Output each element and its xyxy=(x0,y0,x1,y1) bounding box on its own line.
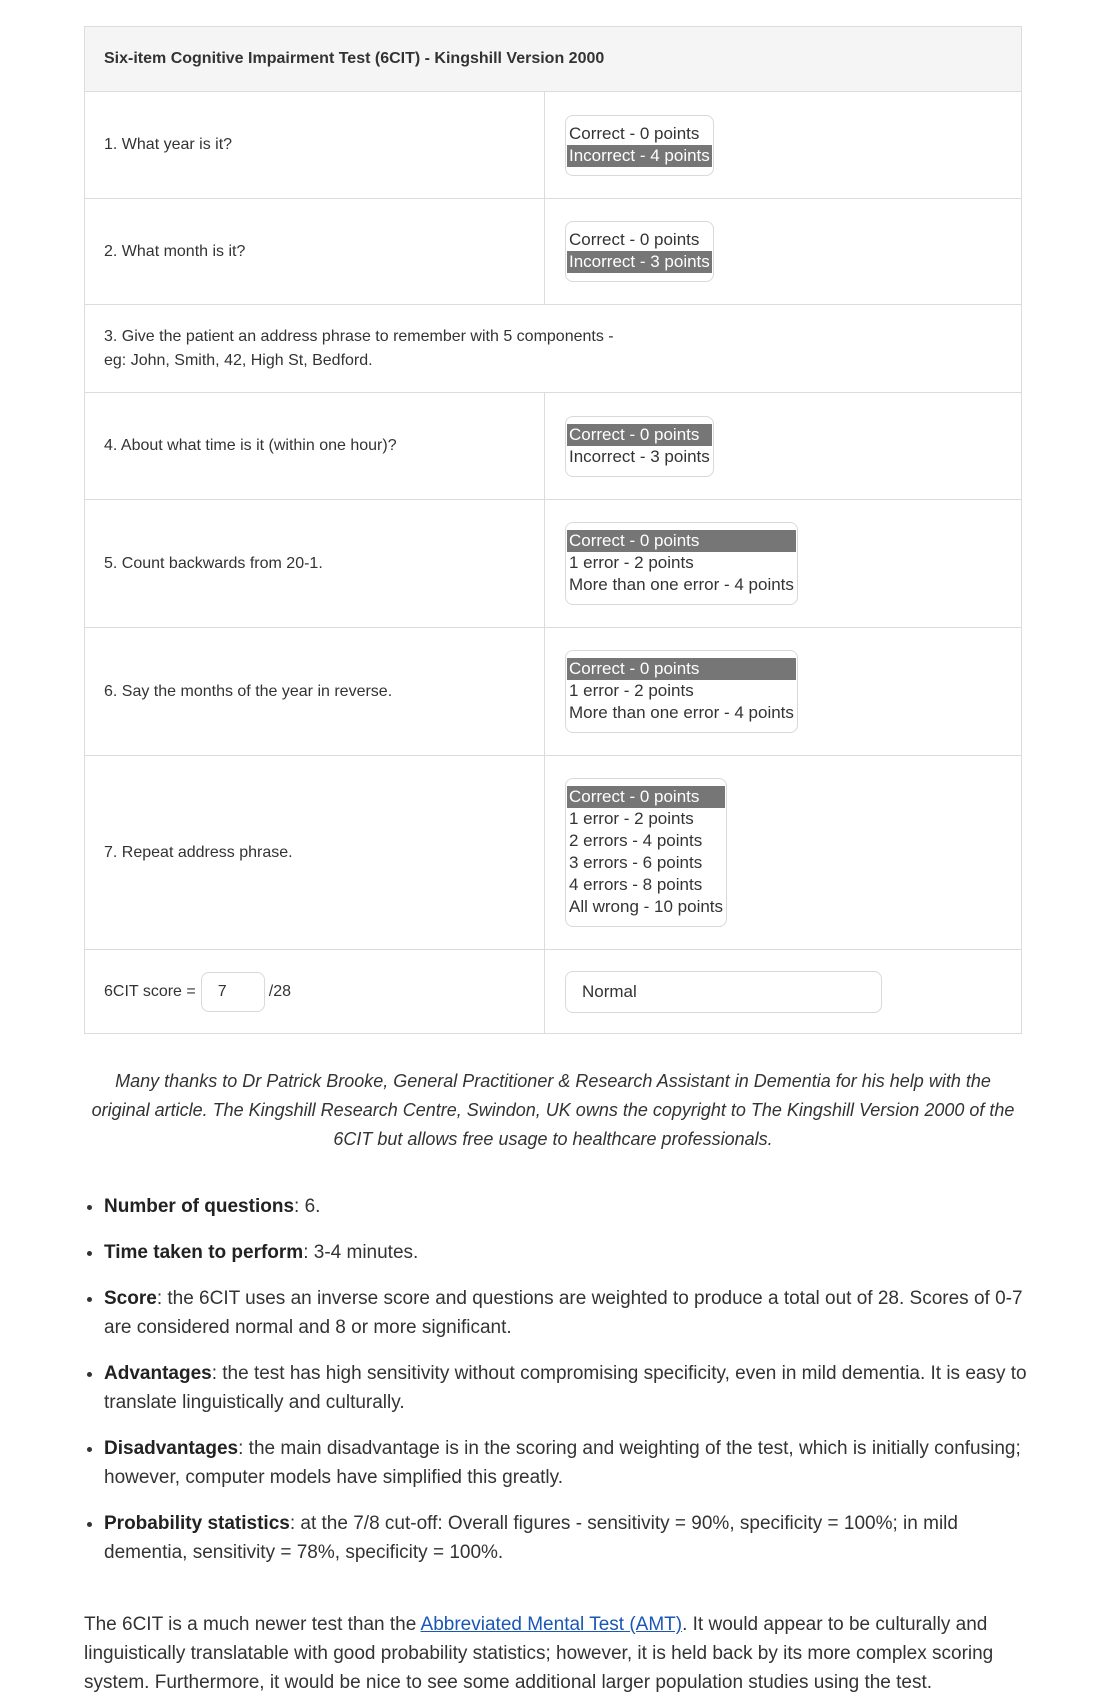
fact-text: : the test has high sensitivity without compromising specificity, even in mild dementia. It is easy to translate linguistically and culturally. xyxy=(104,1363,1027,1413)
question-row-7 xyxy=(85,756,1021,950)
fact-text: : at the 7/8 cut-off: Overall figures - sensitivity = 90%, specificity = 100%; in mild dementia, sensitivity = 78%, specificity = 100%. xyxy=(104,1513,958,1563)
fact-text: : 3-4 minutes. xyxy=(303,1242,419,1263)
score-cell xyxy=(85,950,545,1033)
amt-link[interactable]: Abbreviated Mental Test (AMT) xyxy=(420,1614,683,1635)
question-text: 2. What month is it? xyxy=(85,199,545,304)
list-item xyxy=(104,1434,1044,1492)
option[interactable]: 2 errors - 4 points xyxy=(569,831,703,850)
answer-select-q7[interactable] xyxy=(565,778,727,927)
option[interactable]: All wrong - 10 points xyxy=(569,897,724,916)
question-text: 6. Say the months of the year in reverse. xyxy=(85,628,545,755)
fact-term: Time taken to perform xyxy=(104,1242,304,1263)
question-row-3 xyxy=(85,305,1021,393)
question-row-2 xyxy=(85,199,1021,305)
option[interactable]: 1 error - 2 points xyxy=(569,809,694,828)
answer-select-q5[interactable] xyxy=(565,522,798,605)
list-item xyxy=(104,1284,1044,1342)
question-text: 4. About what time is it (within one hour)? xyxy=(85,393,545,499)
list-item xyxy=(104,1509,1044,1567)
score-row xyxy=(85,950,1021,1033)
credit-note: Many thanks to Dr Patrick Brooke, General Practitioner & Research Assistant in Dementia for his help with the original article. The Kingshill Research Centre, Swindon, UK owns the copyright to The Kingshill Version 2000 of the 6CIT but allows free usage to healthcare professionals. xyxy=(91,1071,1015,1149)
option[interactable]: Incorrect - 4 points xyxy=(569,145,710,165)
fact-text: : the 6CIT uses an inverse score and questions are weighted to produce a total out of 28. Scores of 0-7 are considered normal and 8 or more significant. xyxy=(104,1288,1023,1338)
question-row-5 xyxy=(85,500,1021,628)
answer-select-q4[interactable] xyxy=(565,416,714,477)
list-item xyxy=(104,1359,1044,1417)
closing-text: The 6CIT is a much newer test than the xyxy=(84,1614,421,1635)
cit-test-table xyxy=(84,26,1022,1034)
answer-select-q6[interactable] xyxy=(565,650,798,733)
question-line: 3. Give the patient an address phrase to remember with 5 components - xyxy=(104,328,614,345)
option[interactable]: Incorrect - 3 points xyxy=(569,252,710,271)
question-row-6 xyxy=(85,628,1021,756)
closing-paragraph xyxy=(84,1610,1024,1697)
option[interactable]: Correct - 0 points xyxy=(567,658,796,680)
list-item xyxy=(104,1238,1044,1267)
question-text: 7. Repeat address phrase. xyxy=(85,756,545,949)
test-facts-list xyxy=(84,1192,1044,1584)
test-title: Six-item Cognitive Impairment Test (6CIT) - Kingshill Version 2000 xyxy=(85,27,1021,92)
score-field[interactable] xyxy=(201,972,265,1012)
question-text: 5. Count backwards from 20-1. xyxy=(85,500,545,627)
fact-term: Advantages xyxy=(104,1363,212,1384)
question-line: eg: John, Smith, 42, High St, Bedford. xyxy=(104,352,373,369)
option[interactable]: 4 errors - 8 points xyxy=(569,875,703,894)
option[interactable]: More than one error - 4 points xyxy=(569,575,794,594)
fact-text: : the main disadvantage is in the scoring and weighting of the test, which is initially confusing; however, computer models have simplified this greatly. xyxy=(104,1438,1021,1488)
option[interactable]: Correct - 0 points xyxy=(567,530,796,552)
fact-term: Disadvantages xyxy=(104,1438,239,1459)
option[interactable]: Correct - 0 points xyxy=(567,786,725,808)
score-label: 6CIT score = xyxy=(104,982,196,1000)
option[interactable]: 3 errors - 6 points xyxy=(569,853,703,872)
question-text xyxy=(85,305,1021,392)
question-row-1 xyxy=(85,92,1021,199)
question-text: 1. What year is it? xyxy=(85,92,545,198)
option[interactable]: Correct - 0 points xyxy=(567,424,712,446)
option[interactable]: Correct - 0 points xyxy=(569,123,700,143)
option[interactable]: More than one error - 4 points xyxy=(569,703,794,722)
option[interactable]: 1 error - 2 points xyxy=(569,553,694,572)
fact-text: : 6. xyxy=(294,1196,321,1217)
option[interactable]: 1 error - 2 points xyxy=(569,681,694,700)
closing-text: . It would appear to be culturally and linguistically translatable with good probability statistics; however, it is held back by its more complex scoring system. Furthermore, it would be nice to see some additional larger population studies using the test. xyxy=(84,1614,994,1693)
answer-select-q2[interactable] xyxy=(565,221,714,282)
fact-term: Probability statistics xyxy=(104,1513,290,1534)
option[interactable]: Correct - 0 points xyxy=(569,230,700,249)
option[interactable]: Incorrect - 3 points xyxy=(569,446,710,466)
list-item xyxy=(104,1192,1044,1221)
score-max: /28 xyxy=(268,982,291,1000)
fact-term: Score xyxy=(104,1288,157,1309)
fact-term: Number of questions xyxy=(104,1196,295,1217)
result-field[interactable] xyxy=(565,971,882,1013)
answer-select-q1[interactable] xyxy=(565,115,714,176)
question-row-4 xyxy=(85,393,1021,500)
